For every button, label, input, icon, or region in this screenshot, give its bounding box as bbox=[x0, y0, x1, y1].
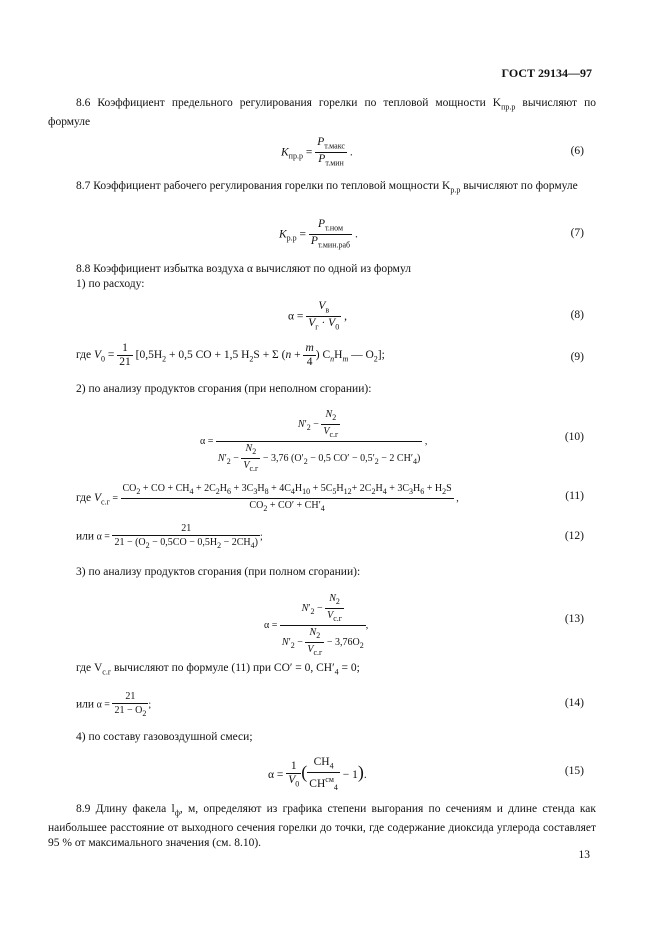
equation-8: α = $\frac{V_в}{V_г \cdot V_0}$ , bbox=[288, 300, 347, 332]
equation-number: (8) bbox=[570, 309, 584, 321]
equation-number: (15) bbox=[564, 765, 584, 777]
equation-10: α = $N'_2$ − $\frac{N_2}{V_{с.г}}$ $N'_2$ − $\frac{N_2}{V_{с.г}}$ − 3,76 ($O'_2 - 0,5$ $CO' - 0,5'_2 - 2$ $CH'_4$) , bbox=[200, 409, 428, 473]
paragraph-8-7: 8.7 Коэффициент рабочего регулирования горелки по тепловой мощности $K_{р.р}$ вычисляют по формуле bbox=[76, 180, 578, 195]
paragraph-8-6: 8.6 Коэффициент предельного регулирования горелки по тепловой мощности $K_{пр.р}$ вычисляют по формуле bbox=[48, 97, 596, 128]
equation-12: или α = $\frac{21}{21 - (O_2 - 0,5CO - 0,5H_2 - 2CH_4)}$ ; bbox=[76, 523, 263, 550]
equation-number: (12) bbox=[564, 530, 584, 542]
equation-6: $K_{пр.р}$ = $\frac{P_{т.макс}}{P_{т.мин}}$ . bbox=[281, 136, 353, 168]
equation-number: (7) bbox=[570, 227, 584, 239]
equation-number: (13) bbox=[564, 613, 584, 625]
list-item-4: 4) по составу газовоздушной смеси; bbox=[76, 731, 253, 743]
equation-number: (6) bbox=[570, 145, 584, 157]
equation-7: $K_{р.р}$ = $\frac{P_{т.ном}}{P_{т.мин.раб}}$ . bbox=[279, 218, 358, 250]
equation-9: где $V_0$ = $\frac{1}{21}$ [$0,5H_2 + 0,5$ CO + 1,5 $H_2S + \Sigma$ (n + $\frac{m}{4}$ ) $C_nH_m$ — $O_2$]; bbox=[76, 342, 385, 368]
equation-11: где $V_{с.г}$ = $CO_2$ + CO + $CH_4 + 2C_2H_6 + 3C_3H_8 + 4C_4H_{10} + 5C_5H_{12}+ 2C_2H_4 + 3C_3H_6 + H_2S$ $CO_2 + CO' + CH'_4$ , bbox=[76, 483, 459, 513]
list-item-1: 1) по расходу: bbox=[76, 278, 145, 290]
equation-number: (9) bbox=[570, 351, 584, 363]
paragraph-8-9: 8.9 Длину факела $l_ф$, м, определяют из графика степени выгорания по сечениям и длине стенда как наибольшее расстояние от выходного сечения горелки до точки, где содержание диоксида углерода составляет 95 % от максимального значения (см. 8.10). bbox=[48, 803, 597, 850]
document-header: ГОСТ 29134—97 bbox=[501, 66, 592, 80]
equation-number: (11) bbox=[565, 490, 584, 502]
equation-number: (10) bbox=[564, 431, 584, 443]
paragraph-8-8: 8.8 Коэффициент избытка воздуха α вычисляют по одной из формул bbox=[76, 263, 411, 275]
equation-14: или α = $\frac{21}{21 - O_2}$ ; bbox=[76, 691, 152, 718]
equation-15: α = $\frac{1}{V_0}$ ( $\frac{CH_4}{CH^{см}_4}$ − 1). bbox=[268, 756, 367, 793]
equation-13: α = $N'_2$ − $\frac{N_2}{V_{с.г}}$ $N'_2$ − $\frac{N_2}{V_{с.г}}$ − $3,76O_2$ , bbox=[264, 593, 369, 657]
list-item-3: 3) по анализу продуктов сгорания (при полном сгорании): bbox=[76, 566, 361, 578]
list-item-2: 2) по анализу продуктов сгорания (при неполном сгорании): bbox=[76, 383, 372, 395]
equation-number: (14) bbox=[564, 697, 584, 709]
v-condition-line: где $V_{с.г}$ вычисляют по формуле (11) при CO′ = 0, $CH'_4 = 0$; bbox=[76, 662, 360, 677]
page-number: 13 bbox=[578, 849, 590, 861]
